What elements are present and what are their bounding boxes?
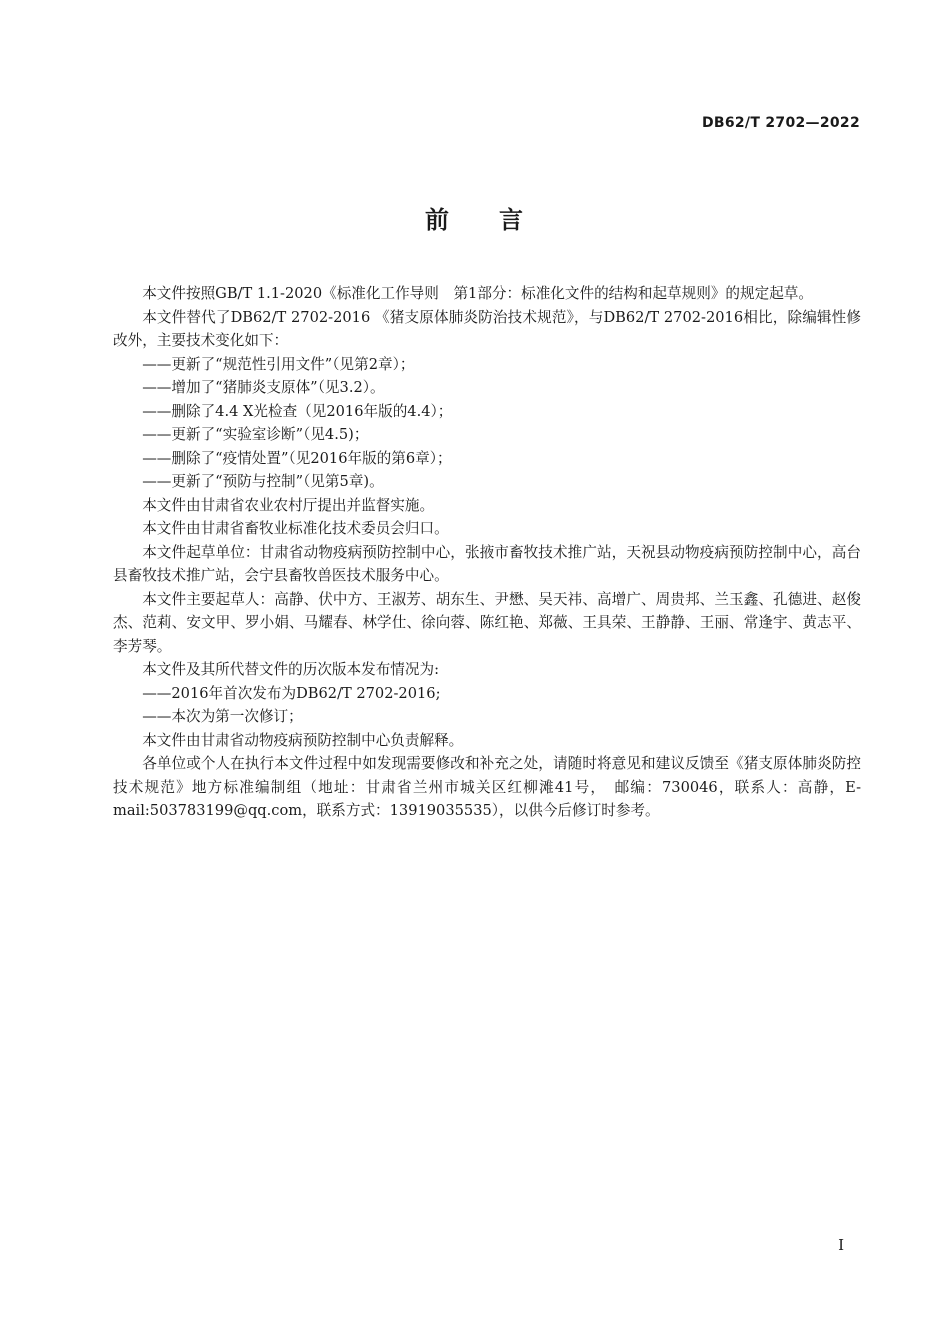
title-char-2: 言 [499,206,525,234]
change-item: ——更新了“实验室诊断”（见4.5)； [142,426,369,443]
change-item: ——删除了4.4 X光检查（见2016年版的4.4）； [142,402,453,420]
paragraph-feedback: 各单位或个人在执行本文件过程中如发现需要修改和补充之处，请随时将意见和建议反馈至《猪支原体肺炎防控技术规范》地方标准编制组（地址：甘肃省兰州市城关区红柳滩41号， 邮编：730046，联系人：高静，E-mail:503783199@qq.com，联系方式：13919035535），以供今后修订时参考。 [113,755,861,819]
document-id: DB62/T 2702—2022 [701,115,860,131]
history-item: ——本次为第一次修订； [142,708,303,725]
paragraph-drafters: 本文件主要起草人：高静、伏中方、王淑芳、胡东生、尹懋、吴天祎、高增广、周贵邦、兰玉鑫、孔德进、赵俊杰、范莉、安文甲、罗小娟、马耀春、林学仕、徐向蓉、陈红艳、郑薇、王具荣、王静静、王丽、常逢宇、黄志平、李芳琴。 [113,590,861,655]
paragraph-history-intro: 本文件及其所代替文件的历次版本发布情况为: [142,661,439,678]
history-item: ——2016年首次发布为DB62/T 2702-2016; [142,684,441,702]
paragraph-committee: 本文件由甘肃省畜牧业标准化技术委员会归口。 [142,520,449,537]
page-title [0,200,950,235]
change-item: ——增加了“猪肺炎支原体”（见3.2）。 [142,379,385,396]
paragraph-drafting-rules: 本文件按照GB/T 1.1-2020《标准化工作导则 第1部分：标准化文件的结构和起草规则》的规定起草。 [142,285,813,302]
title-char-1: 前 [425,206,451,234]
paragraph-replacement: 本文件替代了DB62/T 2702-2016 《猪支原体肺炎防治技术规范》，与DB62/T 2702-2016相比，除编辑性修改外，主要技术变化如下： [113,308,861,349]
paragraph-drafting-units: 本文件起草单位：甘肃省动物疫病预防控制中心，张掖市畜牧技术推广站，天祝县动物疫病预防控制中心，高台县畜牧技术推广站，会宁县畜牧兽医技术服务中心。 [113,543,861,584]
change-item: ——更新了“规范性引用文件”（见第2章）； [142,355,415,373]
change-item: ——删除了“疫情处置”（见2016年版的第6章）； [142,449,452,467]
page-number: I [838,1236,844,1254]
paragraph-interpretation: 本文件由甘肃省动物疫病预防控制中心负责解释。 [142,731,464,749]
change-item: ——更新了“预防与控制”（见第5章)。 [142,473,384,490]
preface-body [113,282,861,823]
paragraph-proposer: 本文件由甘肃省农业农村厅提出并监督实施。 [142,496,435,514]
